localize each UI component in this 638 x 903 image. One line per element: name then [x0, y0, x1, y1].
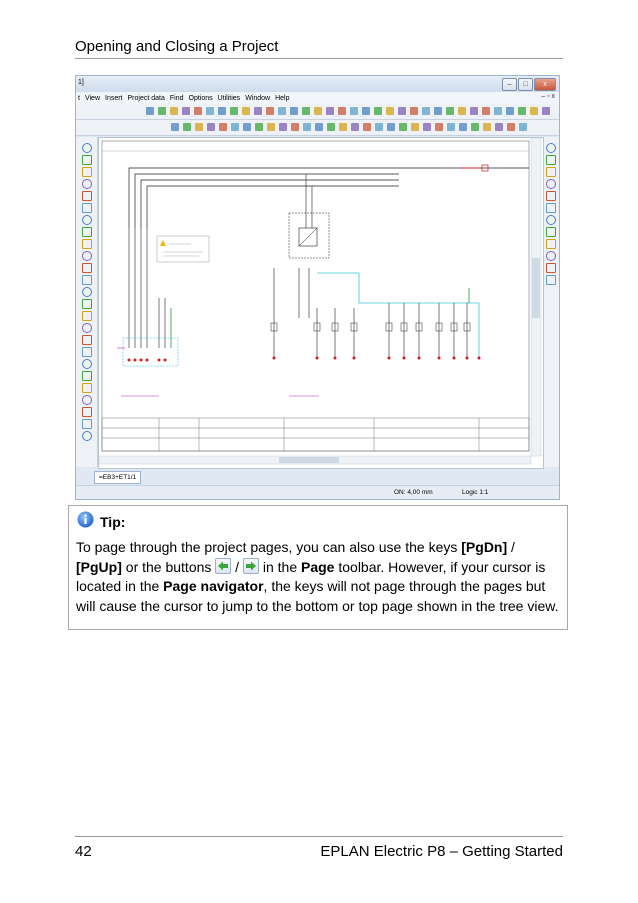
toolbar-button-icon[interactable]	[158, 107, 166, 115]
page-header-title: Opening and Closing a Project	[75, 38, 279, 55]
page-navigator-name: Page navigator	[163, 578, 264, 594]
toolbar-button-icon[interactable]	[495, 123, 503, 131]
tool-icon[interactable]	[82, 371, 92, 381]
toolbar-button-icon[interactable]	[315, 123, 323, 131]
book-title: EPLAN Electric P8 – Getting Started	[320, 843, 563, 860]
tip-text-part: or the buttons	[121, 558, 216, 575]
toolbar-button-icon[interactable]	[326, 107, 334, 115]
toolbar-button-icon[interactable]	[447, 123, 455, 131]
tool-icon[interactable]	[82, 227, 92, 237]
menu-item-help[interactable]: Help	[275, 94, 290, 102]
tip-text-part: /	[507, 539, 515, 555]
toolbar-button-icon[interactable]	[519, 123, 527, 131]
toolbar-button-icon[interactable]	[183, 123, 191, 131]
connection-toolbar-right	[542, 137, 559, 467]
toolbar-button-icon[interactable]	[506, 107, 514, 115]
toolbar-button-icon[interactable]	[398, 107, 406, 115]
toolbar-button-icon[interactable]	[339, 123, 347, 131]
header-divider	[75, 58, 563, 59]
arrow-right-icon	[245, 560, 257, 572]
tool-icon[interactable]	[82, 143, 92, 153]
menu-bar	[76, 92, 559, 104]
tool-icon[interactable]	[82, 299, 92, 309]
menu-item-view[interactable]: View	[84, 94, 100, 102]
tool-icon[interactable]	[546, 179, 556, 189]
toolbar-button-icon[interactable]	[483, 123, 491, 131]
tool-icon[interactable]	[82, 359, 92, 369]
tool-icon[interactable]	[546, 203, 556, 213]
toolbar-button-icon[interactable]	[267, 123, 275, 131]
drawing-frame	[102, 141, 529, 451]
symbol-toolbar-left	[76, 137, 98, 467]
window-title: 1]	[78, 79, 84, 86]
toolbar-button-icon[interactable]	[362, 107, 370, 115]
toolbar-button-icon[interactable]	[243, 123, 251, 131]
key-pgdn: [PgDn]	[461, 539, 508, 555]
toolbar-button-icon[interactable]	[218, 107, 226, 115]
tool-icon[interactable]	[546, 239, 556, 249]
cyan-wire	[317, 273, 479, 303]
toolbar-button-icon[interactable]	[327, 123, 335, 131]
page-number: 42	[75, 843, 92, 860]
toolbar-button-icon[interactable]	[482, 107, 490, 115]
window-titlebar	[76, 76, 559, 92]
tool-icon[interactable]	[82, 287, 92, 297]
horizontal-scroll-thumb	[279, 457, 339, 463]
toolbar-button-icon[interactable]	[494, 107, 502, 115]
toolbar-button-icon[interactable]	[170, 107, 178, 115]
tool-icon[interactable]	[82, 335, 92, 345]
tool-icon[interactable]	[82, 215, 92, 225]
tool-icon[interactable]	[546, 167, 556, 177]
toolbar-button-icon[interactable]	[411, 123, 419, 131]
toolbar-button-icon[interactable]	[434, 107, 442, 115]
tool-icon[interactable]	[546, 251, 556, 261]
tool-icon[interactable]	[82, 323, 92, 333]
tool-icon[interactable]	[546, 215, 556, 225]
maximize-button[interactable]: □	[518, 78, 533, 91]
menu-item-options[interactable]: Options	[188, 94, 213, 102]
toolbar-button-icon[interactable]	[182, 107, 190, 115]
toolbar-button-icon[interactable]	[351, 123, 359, 131]
tool-icon[interactable]	[82, 263, 92, 273]
toolbar-button-icon[interactable]	[207, 123, 215, 131]
tool-icon[interactable]	[546, 143, 556, 153]
tool-icon[interactable]	[546, 191, 556, 201]
toolbar-button-icon[interactable]	[146, 107, 154, 115]
status-logic: Logic 1:1	[462, 489, 489, 496]
minimize-button[interactable]: –	[502, 78, 517, 91]
tool-icon[interactable]	[82, 395, 92, 405]
close-button[interactable]: x	[534, 78, 556, 91]
toolbar-button-icon[interactable]	[435, 123, 443, 131]
output-branches	[389, 303, 467, 358]
footer-divider	[75, 836, 563, 837]
tool-icon[interactable]	[82, 191, 92, 201]
tool-icon[interactable]	[82, 311, 92, 321]
toolbar-button-icon[interactable]	[459, 123, 467, 131]
tip-text	[76, 538, 561, 616]
toolbar-button-icon[interactable]	[470, 107, 478, 115]
toolbar-button-icon[interactable]	[350, 107, 358, 115]
toolbar-button-icon[interactable]	[314, 107, 322, 115]
toolbar-button-icon[interactable]	[471, 123, 479, 131]
menu-item-window[interactable]: Window	[245, 94, 271, 102]
toolbar-button-icon[interactable]	[446, 107, 454, 115]
key-pgup: [PgUp]	[76, 558, 122, 575]
status-bar	[76, 485, 559, 500]
toolbar-button-icon[interactable]	[254, 107, 262, 115]
arrow-left-icon	[217, 560, 229, 572]
tool-icon[interactable]	[546, 275, 556, 285]
toolbar-button-icon[interactable]	[530, 107, 538, 115]
title-block	[102, 418, 529, 451]
toolbar-button-icon[interactable]	[363, 123, 371, 131]
toolbar-page	[76, 120, 559, 136]
document-window-controls[interactable]: – ▫ x	[541, 93, 555, 100]
toolbar-button-icon[interactable]	[507, 123, 515, 131]
page-tab-bar	[76, 469, 559, 484]
toolbar-button-icon[interactable]	[230, 107, 238, 115]
tool-icon[interactable]	[546, 263, 556, 273]
toolbar-button-icon[interactable]	[290, 107, 298, 115]
menu-item-find[interactable]: Find	[169, 94, 184, 102]
tool-icon[interactable]	[82, 239, 92, 249]
terminal-points	[128, 357, 481, 362]
toolbar-button-icon[interactable]	[195, 123, 203, 131]
warning-note	[157, 236, 209, 262]
eplan-screenshot	[75, 75, 560, 500]
tip-text-part: /	[231, 558, 243, 575]
toolbar-button-icon[interactable]	[219, 123, 227, 131]
toolbar-button-icon[interactable]	[302, 107, 310, 115]
toolbar-button-icon[interactable]	[387, 123, 395, 131]
toolbar-button-icon[interactable]	[231, 123, 239, 131]
next-page-button	[243, 558, 259, 574]
tip-text-part: To page through the project pages, you can also use the keys	[76, 539, 462, 555]
toolbar-button-icon[interactable]	[399, 123, 407, 131]
toolbar-button-icon[interactable]	[266, 107, 274, 115]
vertical-scroll-thumb	[532, 258, 540, 318]
toolbar-button-icon[interactable]	[242, 107, 250, 115]
toolbar-button-icon[interactable]	[422, 107, 430, 115]
toolbar-button-icon[interactable]	[386, 107, 394, 115]
menu-item-edit[interactable]: t	[78, 94, 80, 102]
ground-terminals	[171, 288, 469, 348]
tool-icon[interactable]	[82, 275, 92, 285]
toolbar-button-icon[interactable]	[278, 107, 286, 115]
contact-symbols	[271, 323, 470, 331]
tool-icon[interactable]	[82, 419, 92, 429]
transformer-dashed-box	[289, 213, 329, 258]
schematic-drawing	[99, 138, 543, 468]
tool-icon[interactable]	[82, 407, 92, 417]
control-wiring	[274, 268, 354, 358]
tool-icon[interactable]	[82, 203, 92, 213]
magenta-annotations	[117, 348, 319, 396]
info-icon	[77, 511, 94, 528]
tip-text-part: , the keys will not page through the pages but will cause the cursor to jump to the bottom or top page shown in the tree view.	[76, 578, 559, 614]
tip-text-part: toolbar. However, if your cursor is located in the	[76, 558, 546, 594]
tool-icon[interactable]	[82, 251, 92, 261]
toolbar-button-icon[interactable]	[255, 123, 263, 131]
tool-icon[interactable]	[82, 155, 92, 165]
menu-item-project-data[interactable]: Project data	[127, 94, 165, 102]
tool-icon[interactable]	[82, 383, 92, 393]
menu-item-insert[interactable]: Insert	[105, 94, 123, 102]
page-toolbar-name: Page	[301, 558, 335, 575]
toolbar-button-icon[interactable]	[291, 123, 299, 131]
toolbar-button-icon[interactable]	[542, 107, 550, 115]
tool-icon[interactable]	[546, 227, 556, 237]
toolbar-button-icon[interactable]	[458, 107, 466, 115]
toolbar-button-icon[interactable]	[194, 107, 202, 115]
tool-icon[interactable]	[82, 179, 92, 189]
menu-item-utilities[interactable]: Utilities	[217, 94, 241, 102]
tool-icon[interactable]	[546, 155, 556, 165]
toolbar-button-icon[interactable]	[206, 107, 214, 115]
cyan-dashed-box	[123, 338, 178, 366]
tool-icon[interactable]	[82, 347, 92, 357]
toolbar-button-icon[interactable]	[338, 107, 346, 115]
tool-icon[interactable]	[82, 431, 92, 441]
toolbar-button-icon[interactable]	[423, 123, 431, 131]
toolbar-button-icon[interactable]	[375, 123, 383, 131]
toolbar-button-icon[interactable]	[303, 123, 311, 131]
tip-title: Tip:	[100, 514, 126, 530]
toolbar-button-icon[interactable]	[518, 107, 526, 115]
toolbar-button-icon[interactable]	[410, 107, 418, 115]
tool-icon[interactable]	[82, 167, 92, 177]
toolbar-button-icon[interactable]	[279, 123, 287, 131]
toolbar-button-icon[interactable]	[374, 107, 382, 115]
page-tab[interactable]: =EB3+ET1/1	[94, 471, 141, 484]
toolbar-standard	[76, 104, 559, 120]
schematic-canvas[interactable]	[98, 137, 544, 469]
previous-page-button	[215, 558, 231, 574]
status-coordinates: ON: 4,00 mm	[394, 489, 433, 496]
tip-text-part: in the	[258, 558, 301, 575]
window-controls	[502, 78, 556, 91]
toolbar-button-icon[interactable]	[171, 123, 179, 131]
tip-box	[68, 505, 568, 630]
